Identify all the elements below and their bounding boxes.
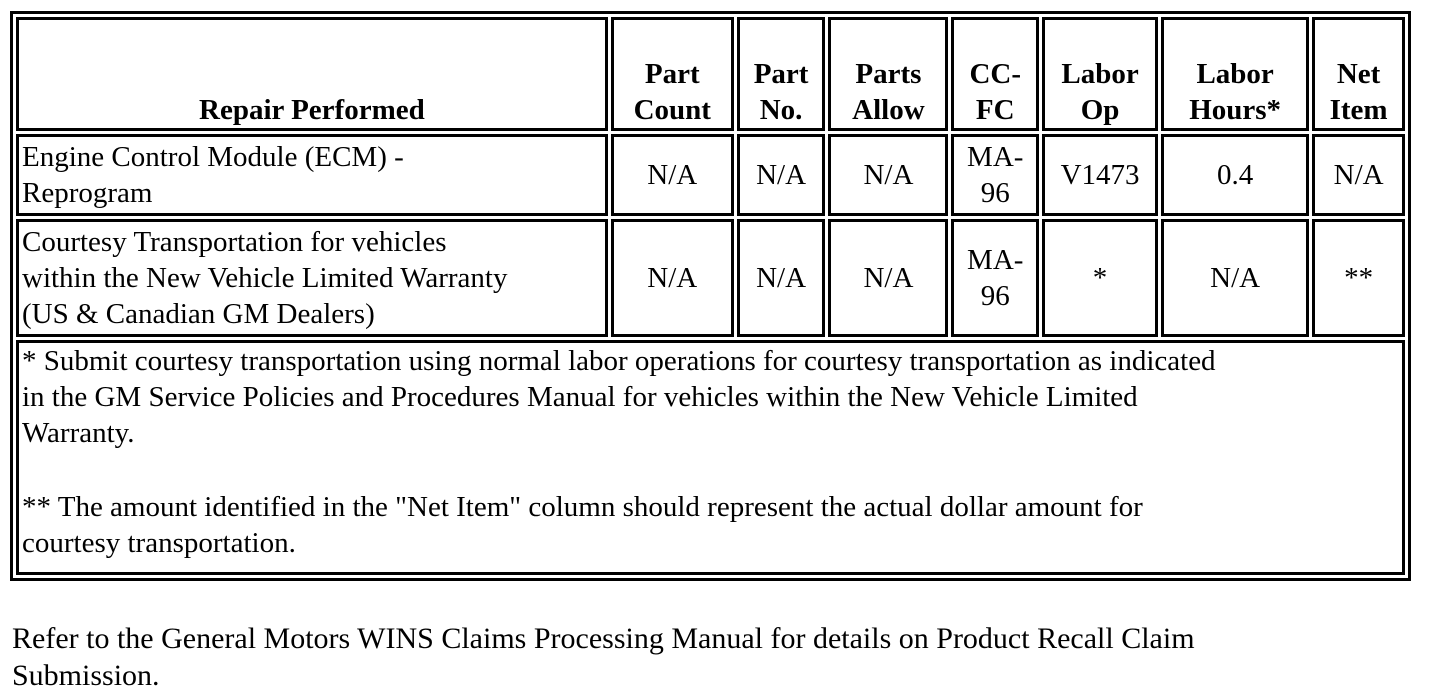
header-parts-allow-line1: Parts <box>855 58 922 90</box>
note-1-line-1: * Submit courtesy transportation using normal labor operations for courtesy transportation as indicated <box>22 345 1216 377</box>
header-row <box>16 17 1405 131</box>
net-item-cell: N/A <box>1312 134 1405 216</box>
notes-row <box>16 340 1405 575</box>
header-parts-allow <box>828 17 948 131</box>
header-part-no <box>737 17 826 131</box>
labor-op-cell: V1473 <box>1042 134 1158 216</box>
repair-description-courtesy <box>16 219 608 337</box>
header-labor-hours-line1: Labor <box>1196 58 1274 90</box>
header-labor-op-line2: Op <box>1080 94 1120 126</box>
cc-fc-cell <box>951 219 1039 337</box>
repair-description-line1: Courtesy Transportation for vehicles <box>22 226 447 258</box>
note-1-line-2: in the GM Service Policies and Procedures Manual for vehicles within the New Vehicle Limited <box>22 381 1138 413</box>
part-count-cell: N/A <box>611 219 734 337</box>
net-item-cell: ** <box>1312 219 1405 337</box>
repair-description-line1: Engine Control Module (ECM) - <box>22 141 404 173</box>
note-1-line-3: Warranty. <box>22 417 135 449</box>
note-spacer <box>22 451 1399 489</box>
header-cc-fc-line1: CC- <box>969 58 1022 90</box>
claims-reference-paragraph <box>12 620 1412 694</box>
note-2-line-2: courtesy transportation. <box>22 527 296 559</box>
table-row <box>16 134 1405 216</box>
header-part-count <box>611 17 734 131</box>
header-part-count-line1: Part <box>644 58 700 90</box>
header-labor-op <box>1042 17 1158 131</box>
header-labor-hours-line2: Hours* <box>1189 94 1282 126</box>
repair-description-line3: (US & Canadian GM Dealers) <box>22 298 375 330</box>
header-net-item <box>1312 17 1405 131</box>
cc-fc-line2: 96 <box>980 177 1010 209</box>
labor-hours-cell: N/A <box>1161 219 1309 337</box>
header-net-item-line1: Net <box>1336 58 1381 90</box>
parts-allow-cell: N/A <box>828 219 948 337</box>
repair-description-ecm <box>16 134 608 216</box>
claims-reference-line2: Submission. <box>12 659 160 692</box>
part-no-cell: N/A <box>737 219 826 337</box>
header-parts-allow-line2: Allow <box>852 94 925 126</box>
header-net-item-line2: Item <box>1329 94 1388 126</box>
repair-description-line2: within the New Vehicle Limited Warranty <box>22 262 508 294</box>
header-cc-fc <box>951 17 1039 131</box>
note-2-line-1: ** The amount identified in the "Net Item" column should represent the actual dollar amount for <box>22 491 1143 523</box>
labor-op-cell: * <box>1042 219 1158 337</box>
header-part-count-line2: Count <box>633 94 711 126</box>
header-labor-hours <box>1161 17 1309 131</box>
part-count-cell: N/A <box>611 134 734 216</box>
claims-reference-line1: Refer to the General Motors WINS Claims Processing Manual for details on Product Recall Claim <box>12 622 1195 655</box>
repair-description-line2: Reprogram <box>22 177 153 209</box>
cc-fc-line2: 96 <box>980 280 1010 312</box>
part-no-cell: N/A <box>737 134 826 216</box>
header-part-no-line1: Part <box>753 58 809 90</box>
header-repair-label: Repair Performed <box>199 94 425 126</box>
cc-fc-line1: MA- <box>967 244 1024 276</box>
parts-allow-cell: N/A <box>828 134 948 216</box>
labor-hours-cell: 0.4 <box>1161 134 1309 216</box>
header-part-no-line2: No. <box>759 94 803 126</box>
header-labor-op-line1: Labor <box>1061 58 1139 90</box>
table-row <box>16 219 1405 337</box>
header-repair-performed <box>16 17 608 131</box>
cc-fc-cell <box>951 134 1039 216</box>
repair-table-frame <box>10 11 1411 581</box>
repair-table <box>13 14 1408 578</box>
notes-cell <box>16 340 1405 575</box>
header-cc-fc-line2: FC <box>975 94 1015 126</box>
cc-fc-line1: MA- <box>967 141 1024 173</box>
